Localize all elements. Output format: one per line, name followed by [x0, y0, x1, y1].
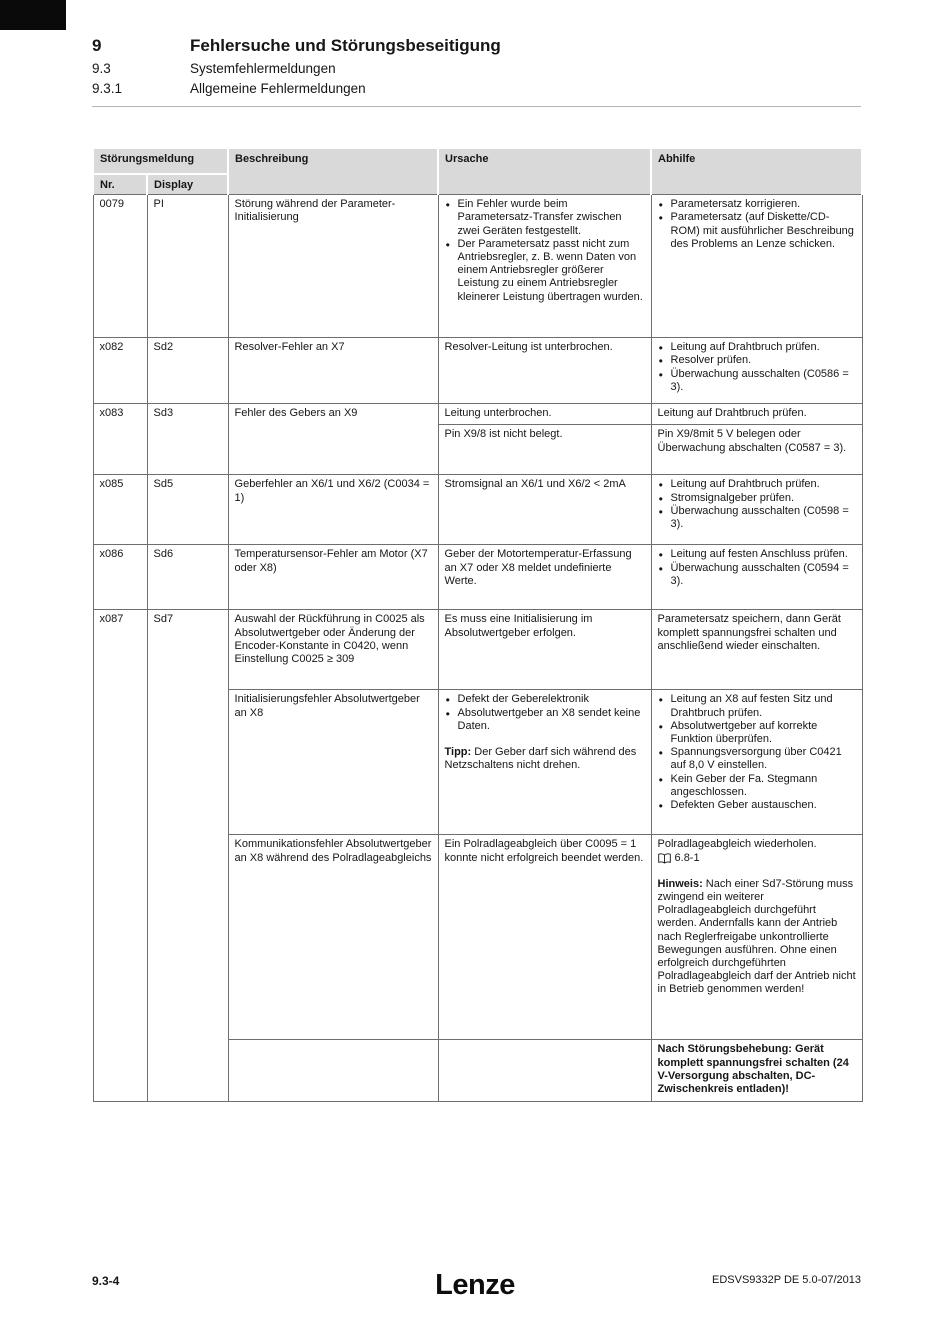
bold-prefix: Hinweis: [657, 877, 703, 890]
book-icon [658, 853, 671, 864]
paragraph: x083 [99, 407, 124, 420]
bullet-item-text: Kein Geber der Fa. Stegmann angeschlossen. [670, 772, 818, 798]
cell-beschreibung [228, 475, 438, 545]
table-row [93, 475, 862, 545]
paragraph: Stromsignal an X6/1 und X6/2 < 2mA [444, 478, 626, 491]
section-heading [92, 61, 861, 77]
table-row [93, 338, 862, 404]
paragraph: x085 [99, 478, 124, 491]
bullet-icon: ● [658, 493, 664, 503]
paragraph: PI [153, 198, 164, 211]
bullet-item-text: Stromsignalgeber prüfen. [670, 491, 795, 504]
bullet-item-text: Überwachung ausschalten (C0598 = 3). [670, 504, 849, 531]
paragraph: Auswahl der Rückführung in C0025 als Absolutwertgeber oder Änderung der Encoder-Konstante in C0420, wenn Einstellung C0025 ≥ 309 [234, 613, 425, 666]
cell-display [147, 545, 228, 610]
cell-beschreibung [228, 835, 438, 1040]
bullet-item-text: Parametersatz (auf Diskette/CD-ROM) mit ausführlicher Beschreibung des Problems an Lenze schicken. [670, 211, 854, 250]
paragraph: Pin X9/8mit 5 V belegen oder Überwachung abschalten (C0587 = 3). [657, 428, 847, 454]
scan-corner-mark [0, 0, 66, 30]
bullet-item [445, 238, 646, 304]
cell-nr [93, 475, 147, 545]
bullet-icon: ● [658, 506, 664, 516]
bullet-icon: ● [658, 356, 664, 366]
bullet-list [658, 341, 857, 394]
bullet-item-text: Leitung auf Drahtbruch prüfen. [670, 341, 820, 354]
cell-nr [93, 195, 147, 338]
paragraph: Sd3 [153, 407, 174, 420]
bullet-item-text: Leitung auf Drahtbruch prüfen. [670, 478, 820, 491]
section-number: 9.3 [92, 61, 111, 76]
fault-table-header [93, 148, 862, 195]
bullet-item-text: Defekten Geber austauschen. [670, 799, 817, 812]
cell-nr [93, 545, 147, 610]
paragraph: Resolver-Fehler an X7 [234, 341, 345, 354]
bullet-item [445, 693, 646, 706]
bullet-item-text: Defekt der Geberelektronik [457, 693, 589, 706]
document-header [92, 36, 861, 97]
cell-beschreibung [228, 610, 438, 690]
cell-ursache [438, 835, 651, 1040]
paragraph: Störung während der Parameter-Initialisierung [234, 198, 396, 224]
header-row-group [93, 148, 862, 174]
bullet-icon: ● [658, 369, 664, 379]
paragraph: Leitung unterbrochen. [444, 407, 552, 420]
bullet-item-text: Überwachung ausschalten (C0586 = 3). [670, 367, 849, 393]
cell-ursache [438, 195, 651, 338]
subsection-number: 9.3.1 [92, 81, 123, 96]
bullet-list [445, 693, 646, 733]
spacer [658, 865, 857, 878]
cell-beschreibung [228, 404, 438, 475]
paragraph: Sd6 [153, 548, 174, 561]
col-header-ursache: Ursache [438, 148, 651, 195]
paragraph: Tipp: Der Geber darf sich während des Netzschaltens nicht drehen. [444, 746, 637, 772]
subsection-title: Allgemeine Fehlermeldungen [190, 81, 366, 96]
bullet-item [658, 693, 857, 719]
cell-ursache [438, 610, 651, 690]
paragraph: Polradlageabgleich wiederholen. [657, 838, 817, 851]
col-header-stoerungsmeldung: Störungsmeldung [93, 148, 228, 174]
cell-ursache [438, 475, 651, 545]
chapter-title: Fehlersuche und Störungsbeseitigung [190, 36, 501, 55]
bullet-item-text: Parametersatz korrigieren. [670, 198, 801, 211]
paragraph: 0079 [99, 198, 124, 211]
cell-display [147, 338, 228, 404]
bullet-item [658, 354, 857, 367]
bold-prefix: Tipp: [444, 746, 472, 759]
cell-ursache [438, 690, 651, 835]
fault-table-body [93, 195, 862, 1102]
bullet-icon: ● [445, 708, 451, 718]
bullet-item-text: Überwachung ausschalten (C0594 = 3). [670, 561, 849, 587]
table-row [93, 404, 862, 425]
bullet-icon: ● [658, 200, 664, 210]
col-header-nr: Nr. [93, 174, 147, 195]
cross-reference[interactable] [658, 852, 857, 865]
cell-beschreibung [228, 195, 438, 338]
cell-display [147, 475, 228, 545]
bullet-icon: ● [658, 550, 664, 560]
cell-abhilfe [651, 690, 862, 835]
cross-reference-text: 6.8-1 [674, 851, 700, 864]
spacer [445, 733, 646, 746]
cell-abhilfe [651, 195, 862, 338]
paragraph: Resolver-Leitung ist unterbrochen. [444, 341, 613, 354]
bullet-item [658, 341, 857, 354]
cell-beschreibung [228, 545, 438, 610]
bullet-item [445, 707, 646, 733]
bullet-item [658, 368, 857, 394]
bullet-item-text: Leitung auf festen Anschluss prüfen. [670, 548, 848, 561]
bullet-item [658, 562, 857, 588]
bullet-item-text: Ein Fehler wurde beim Parametersatz-Transfer zwischen zwei Geräten festgestellt. [457, 198, 622, 237]
header-divider [92, 106, 861, 107]
cell-ursache [438, 338, 651, 404]
paragraph: Fehler des Gebers an X9 [234, 407, 358, 420]
bullet-item [445, 198, 646, 238]
cell-abhilfe [651, 425, 862, 475]
bullet-item [658, 773, 857, 799]
paragraph: Parametersatz speichern, dann Gerät komplett spannungsfrei schalten und anschließend wieder einschalten. [657, 613, 841, 652]
cell-nr [93, 610, 147, 1102]
cell-abhilfe [651, 404, 862, 425]
bullet-icon: ● [445, 239, 451, 249]
cell-display [147, 610, 228, 1102]
paragraph: Geberfehler an X6/1 und X6/2 (C0034 = 1) [234, 478, 430, 504]
bullet-item [658, 492, 857, 505]
paragraph: Initialisierungsfehler Absolutwertgeber an X8 [234, 693, 420, 719]
bullet-icon: ● [658, 748, 664, 758]
bullet-item [658, 746, 857, 772]
paragraph: x082 [99, 341, 124, 354]
bullet-icon: ● [658, 343, 664, 353]
bullet-list [658, 478, 857, 531]
bullet-icon: ● [658, 213, 664, 223]
paragraph: Es muss eine Initialisierung im Absolutwertgeber erfolgen. [444, 613, 593, 639]
col-header-beschreibung: Beschreibung [228, 148, 438, 195]
cell-abhilfe [651, 545, 862, 610]
paragraph: x086 [99, 548, 124, 561]
paragraph: x087 [99, 613, 124, 626]
col-header-abhilfe: Abhilfe [651, 148, 862, 195]
bullet-list [445, 198, 646, 304]
bullet-item [658, 799, 857, 812]
paragraph: Kommunikationsfehler Absolutwertgeber an X8 während des Polradlageabgleichs [234, 838, 432, 864]
bullet-item [658, 198, 857, 211]
paragraph: Ein Polradlageabgleich über C0095 = 1 konnte nicht erfolgreich beendet werden. [444, 838, 644, 864]
document-reference: EDSVS9332P DE 5.0-07/2013 [711, 1274, 861, 1286]
fault-table [92, 147, 863, 1102]
cell-abhilfe [651, 338, 862, 404]
paragraph: Hinweis: Nach einer Sd7-Störung muss zwingend ein weiterer Polradlageabgleich durchgeführt werden. Andernfalls kann der Antrieb nach Reglerfreigabe unkontrollierte Bewegungen ausführen. Ohne einen erfolgreich durchgeführten Polradlageabgleich darf der Antrieb nicht in Betrieb genommen werden! [657, 877, 856, 996]
cell-display [147, 195, 228, 338]
bullet-item [658, 505, 857, 531]
cell-beschreibung [228, 690, 438, 835]
bullet-item-text: Leitung an X8 auf festen Sitz und Drahtbruch prüfen. [670, 693, 833, 719]
paragraph: Geber der Motortemperatur-Erfassung an X7 oder X8 meldet undefinierte Werte. [444, 548, 632, 587]
paragraph: Sd7 [153, 613, 174, 626]
bullet-item [658, 211, 857, 251]
bullet-icon: ● [658, 801, 664, 811]
bullet-item-text: Resolver prüfen. [670, 354, 752, 367]
bullet-icon: ● [658, 695, 664, 705]
chapter-number: 9 [92, 36, 102, 55]
paragraph: Temperatursensor-Fehler am Motor (X7 oder X8) [234, 548, 428, 574]
bullet-icon: ● [658, 480, 664, 490]
paragraph: Pin X9/8 ist nicht belegt. [444, 428, 563, 441]
paragraph: Sd2 [153, 341, 174, 354]
cell-ursache [438, 425, 651, 475]
chapter-heading [92, 36, 861, 56]
paragraph: Sd5 [153, 478, 174, 491]
table-row [93, 195, 862, 338]
cell-display [147, 404, 228, 475]
col-header-display: Display [147, 174, 228, 195]
bullet-item [658, 548, 857, 561]
lenze-logo: Lenze [435, 1269, 515, 1301]
cell-ursache [438, 1040, 651, 1102]
cell-abhilfe [651, 1040, 862, 1102]
cell-ursache [438, 545, 651, 610]
bullet-item-text: Absolutwertgeber an X8 sendet keine Daten. [457, 706, 641, 732]
cell-beschreibung [228, 1040, 438, 1102]
bullet-icon: ● [658, 721, 664, 731]
bullet-item-text: Absolutwertgeber auf korrekte Funktion überprüfen. [670, 719, 818, 746]
table-row [93, 610, 862, 690]
cell-abhilfe [651, 835, 862, 1040]
subsection-heading [92, 81, 861, 97]
bullet-item [658, 478, 857, 491]
bullet-item-text: Der Parametersatz passt nicht zum Antriebsregler, z. B. wenn Daten von einem Antriebsregler größerer Leistung zu einem Antriebsregler kleinerer Leistung übertragen wurden. [457, 237, 643, 303]
bullet-list [658, 548, 857, 588]
bullet-list [658, 693, 857, 812]
paragraph: Leitung auf Drahtbruch prüfen. [657, 407, 807, 420]
section-title: Systemfehlermeldungen [190, 61, 336, 76]
cell-ursache [438, 404, 651, 425]
cell-abhilfe [651, 610, 862, 690]
cell-nr [93, 338, 147, 404]
cell-nr [93, 404, 147, 475]
cell-abhilfe [651, 475, 862, 545]
page-number: 9.3-4 [92, 1274, 120, 1288]
bullet-icon: ● [658, 774, 664, 784]
cell-beschreibung [228, 338, 438, 404]
bullet-icon: ● [445, 200, 451, 210]
bullet-icon: ● [658, 563, 664, 573]
bullet-icon: ● [445, 695, 451, 705]
paragraph: Nach Störungsbehebung: Gerät komplett spannungsfrei schalten (24 V-Versorgung abschalten, DC-Zwischenkreis entladen)! [657, 1043, 849, 1096]
table-row [93, 545, 862, 610]
bullet-item-text: Spannungsversorgung über C0421 auf 8,0 V einstellen. [670, 746, 842, 772]
bullet-list [658, 198, 857, 251]
bullet-item [658, 720, 857, 746]
